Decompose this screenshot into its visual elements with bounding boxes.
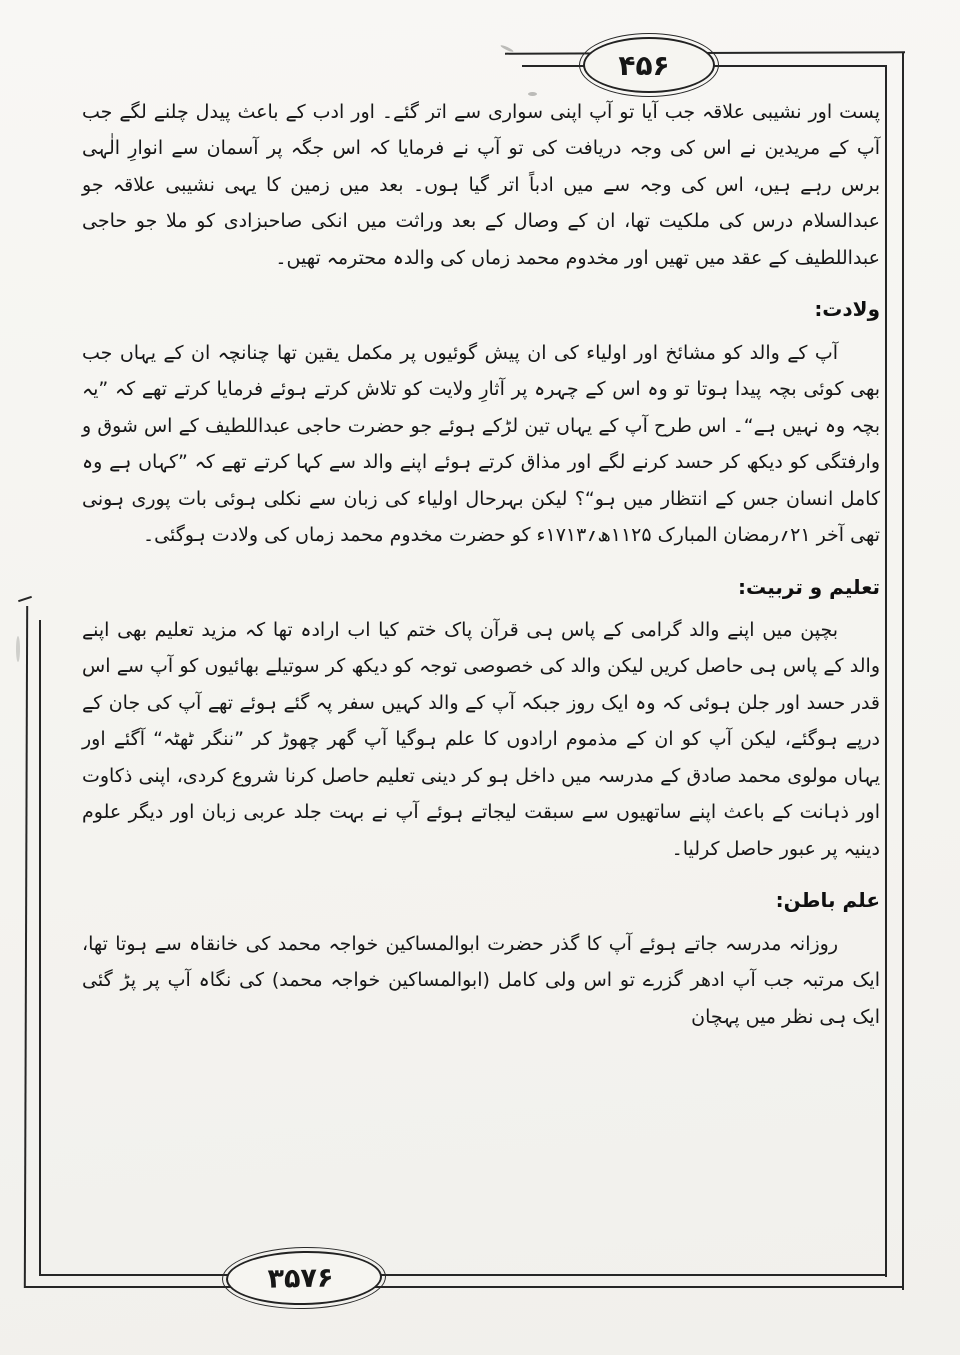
frame-line-bottom-outer: [25, 1286, 904, 1288]
page-number-top: ۴۵۶: [618, 48, 670, 82]
scan-artifact: [500, 44, 514, 53]
paragraph-continuation: پست اور نشیبی علاقہ جب آیا تو آپ اپنی سواری سے اتر گئے۔ اور ادب کے باعث پیدل چلنے لگے جب آپ کے مریدین نے اس کی وجہ دریافت کی تو آپ نے فرمایا کہ اس جگہ پر آسمان سے انوارِ الٰہی برس رہے ہیں، اس کی وجہ سے میں ادباً اتر گیا ہوں۔ بعد میں زمین کا یہی نشیبی علاقہ جو عبدالسلام درس کی ملکیت تھا، ان کے وصال کے بعد وراثت میں انکی صاحبزادی کو ملا جو حاجی عبداللطیف کے عقد میں تھیں اور مخدوم محمد زماں کی والدہ محترمہ تھیں۔: [82, 101, 880, 269]
frame-line-right-inner: [885, 65, 887, 1277]
frame-line-bottom-inner: [39, 1274, 886, 1276]
frame-line-right-outer: [902, 52, 904, 1290]
scan-artifact: [16, 636, 20, 662]
paragraph-education: بچپن میں اپنے والد گرامی کے پاس ہی قرآن پاک ختم کیا اب ارادہ تھا کہ مزید تعلیم بھی اپنے والد کے پاس ہی حاصل کریں لیکن والد کی خصوصی توجہ کو دیکھ کر سوتیلے بھائیوں کو آپ سے اس قدر حسد اور جلن ہوئی کہ وہ ایک روز جبکہ آپ کے والد کہیں سفر پہ گئے ہوئے تھے آپ کی جان کے درپے ہوگئے، لیکن آپ کو ان کے مذموم ارادوں کا علم ہوگیا آپ گھر چھوڑ کر ”ننگر ٹھٹہ“ آگئے اور یہاں مولوی محمد صادق کے مدرسہ میں داخل ہو کر دینی تعلیم حاصل کرنا شروع کردی، اپنی ذکاوت اور ذہانت کے باعث اپنے ساتھیوں سے سبقت لیجاتے ہوئے آپ نے بہت جلد عربی زبان اور دیگر علوم دینیہ پر عبور حاصل کرلیا۔: [82, 618, 880, 860]
frame-line-left-outer: [24, 606, 28, 1288]
section-heading-taleem-tarbiyat: تعلیم و تربیت:: [738, 574, 880, 599]
section-heading-wiladat: ولادت:: [814, 297, 880, 322]
text-body: [82, 94, 880, 1043]
frame-line-left-inner: [39, 620, 41, 1276]
section-heading-ilm-batin: علم باطن:: [775, 888, 880, 913]
paragraph-birth: آپ کے والد کو مشائخ اور اولیاء کی ان پیش گوئیوں پر مکمل یقین تھا چنانچہ ان کے یہاں جب بھی کوئی بچہ پیدا ہوتا تو وہ اس کے چہرہ پر آثارِ ولایت کو تلاش کرتے ہوئے فرمایا کرتے تھے کہ ”یہ بچہ وہ نہیں ہے“۔ اس طرح آپ کے یہاں تین لڑکے ہوئے جو حضرت حاجی عبداللطیف کے اس شوق و وارفتگی کو دیکھ کر حسد کرنے لگے اور مذاق کرتے ہوئے اپنے والد سے کہا کرتے تھے کہ ”کہاں ہے وہ کامل انسان جس کے انتظار میں ہو“؟ لیکن بہرحال اولیاء کی زبان سے نکلی ہوئی بات پوری ہونی تھی آخر ۲۱؍رمضان المبارک ۱۱۲۵ھ؍۱۷۱۳ء کو حضرت مخدوم محمد زماں کی ولادت ہوگئی۔: [82, 341, 880, 547]
page-number-badge-top: [583, 37, 715, 93]
frame-line-left-hook: [18, 596, 32, 602]
paragraph-inner-knowledge: روزانہ مدرسہ جاتے ہوئے آپ کا گذر حضرت ابوالمساکین خواجہ محمد کی خانقاہ سے ہوتا تھا، ایک مرتبہ جب آپ ادھر گزرے تو اس ولی کامل (ابوالمساکین خواجہ محمد) کی نگاہ آپ پر پڑ گئی ایک ہی نظر میں پہچان: [82, 932, 880, 1028]
page-number-badge-bottom: [226, 1250, 383, 1307]
page-number-bottom: ۳۵۷۶: [267, 1261, 334, 1295]
